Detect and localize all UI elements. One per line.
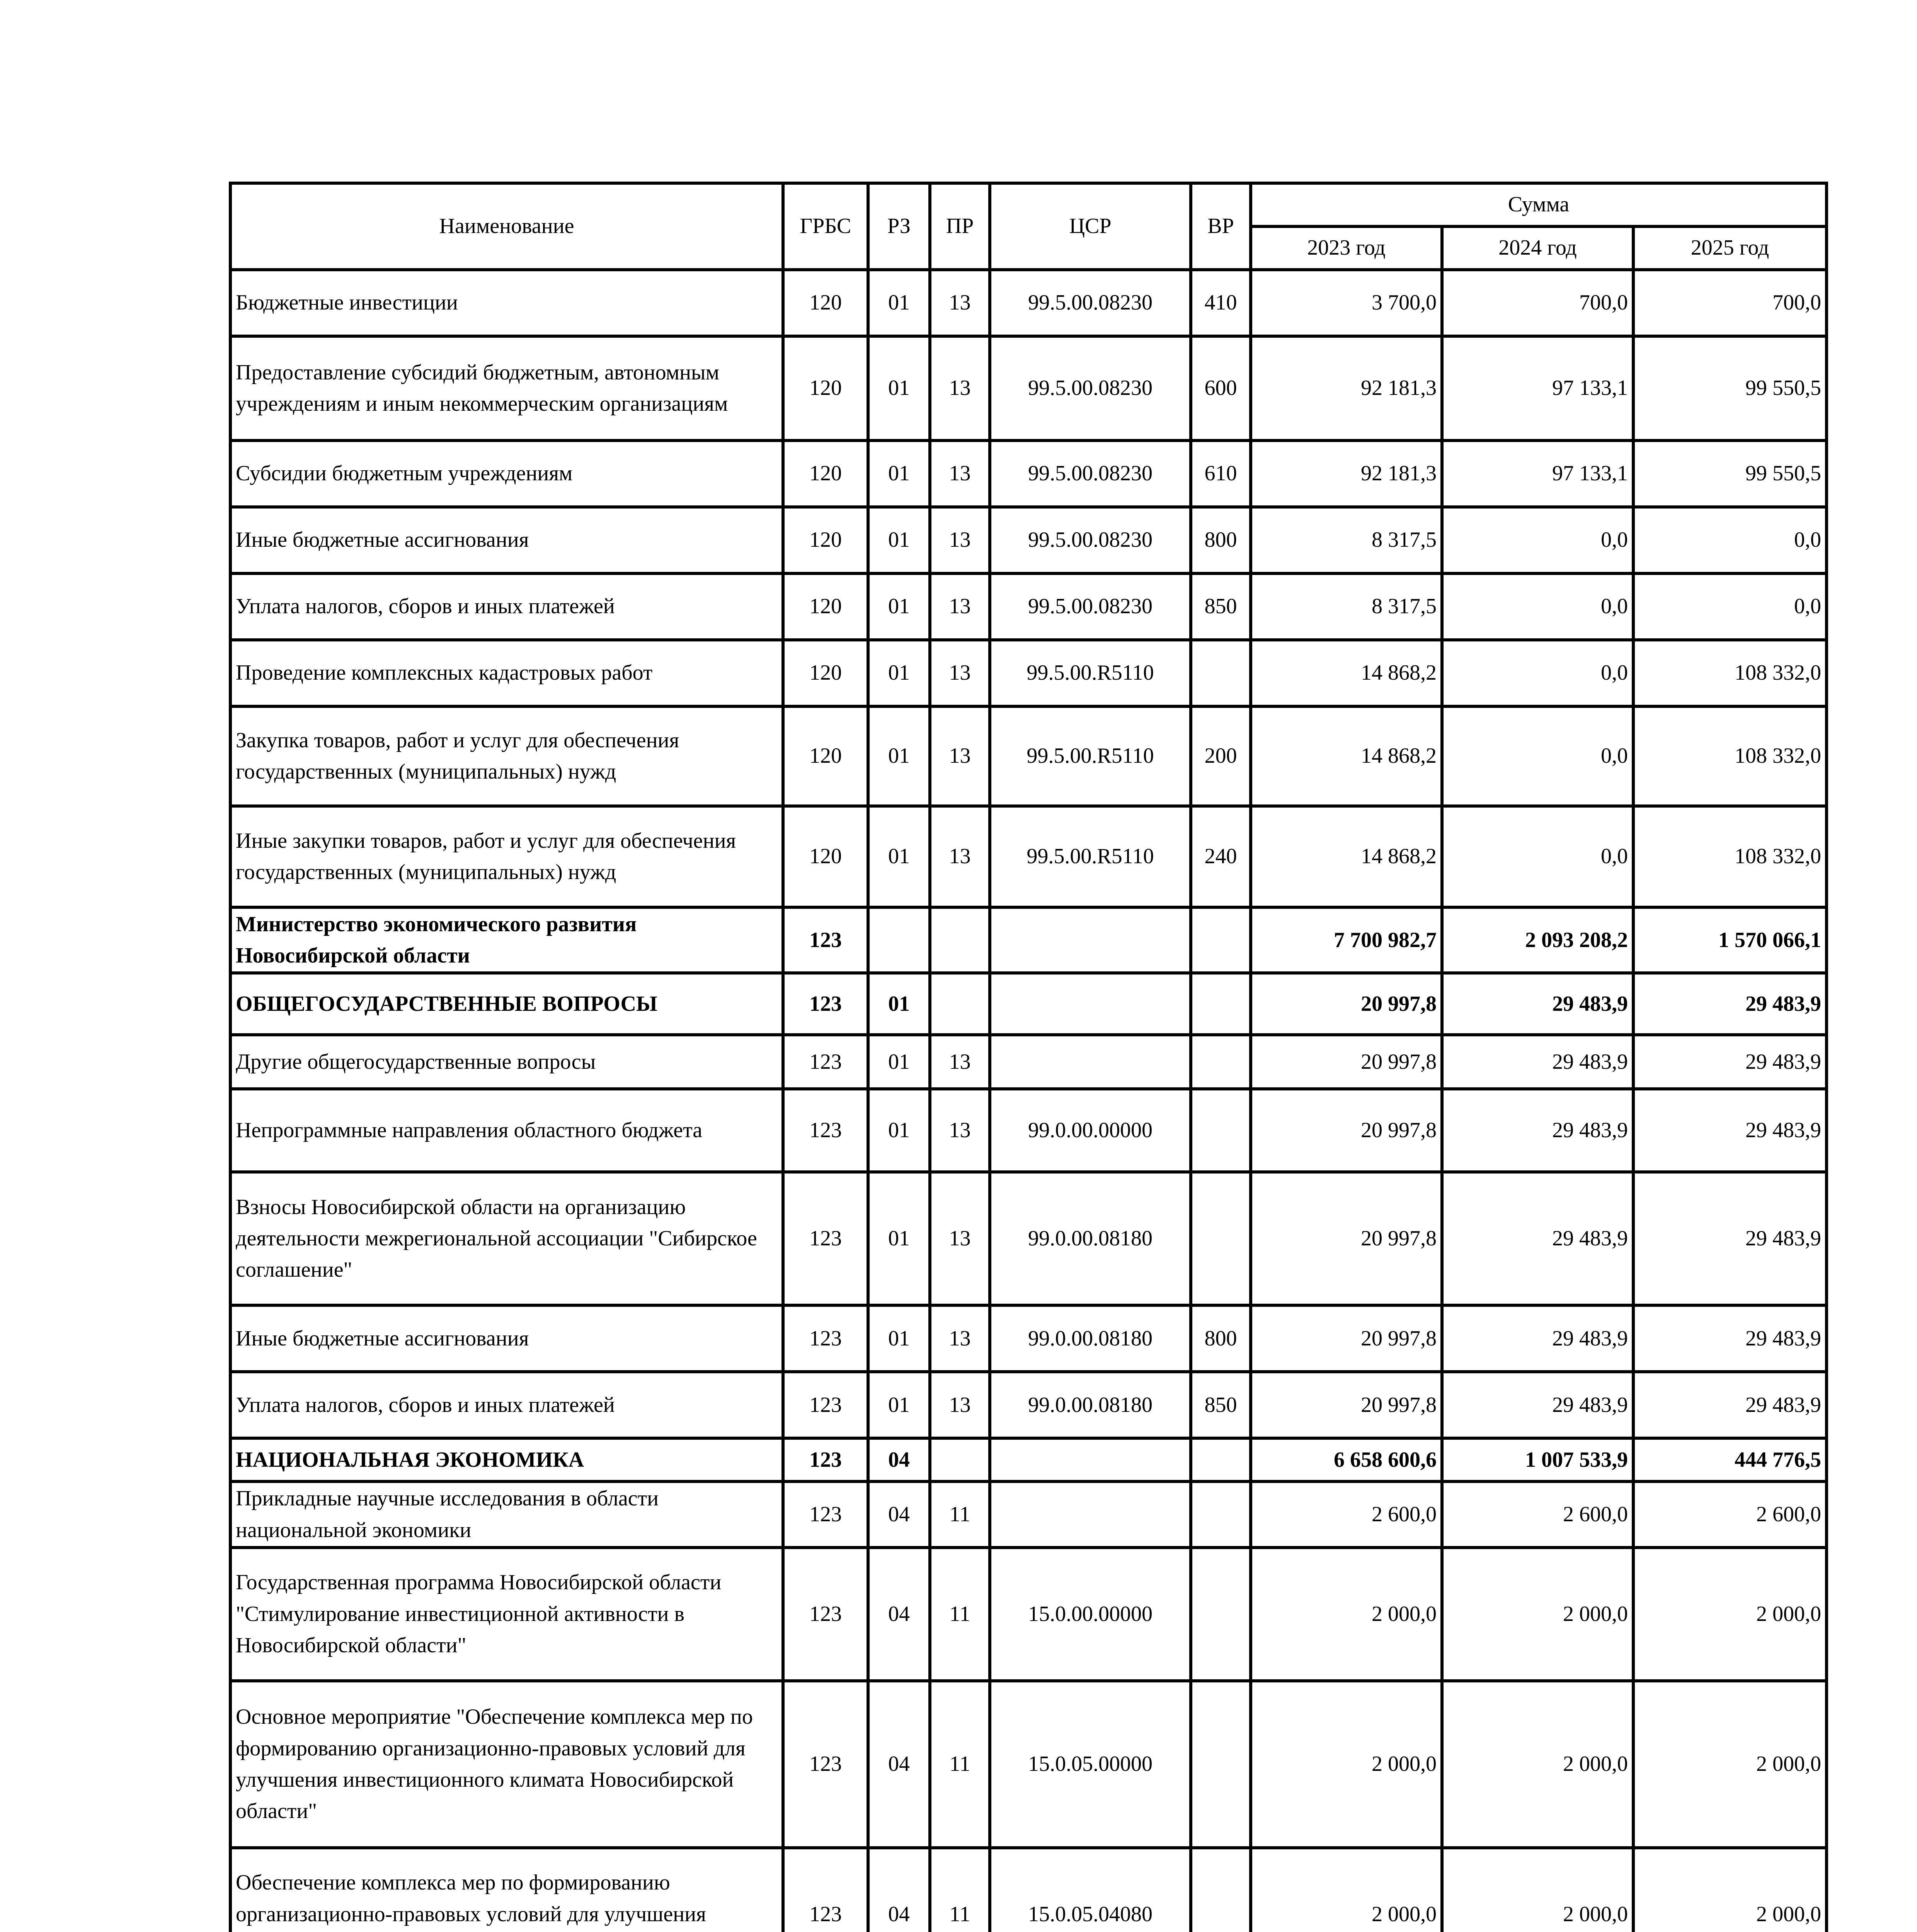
cell-name: Уплата налогов, сборов и иных платежей: [230, 573, 783, 640]
cell-sum-2025: 2 000,0: [1633, 1848, 1827, 1932]
table-row: [230, 1089, 1827, 1172]
table-header: [230, 183, 1827, 270]
cell-vr: [1191, 1172, 1251, 1305]
table-body: [230, 270, 1827, 1932]
cell-sum-2024: 0,0: [1442, 640, 1633, 706]
cell-rz: 01: [868, 640, 930, 706]
table-row: [230, 640, 1827, 706]
cell-rz: 01: [868, 270, 930, 336]
cell-sum-2023: 14 868,2: [1251, 640, 1442, 706]
cell-name: Предоставление субсидий бюджетным, автономным учреждениям и иным некоммерческим организациям: [230, 336, 783, 440]
cell-sum-2023: 92 181,3: [1251, 336, 1442, 440]
cell-csr: 99.5.00.08230: [990, 573, 1191, 640]
cell-rz: 01: [868, 336, 930, 440]
cell-name: Иные закупки товаров, работ и услуг для обеспечения государственных (муниципальных) нужд: [230, 806, 783, 907]
cell-name: НАЦИОНАЛЬНАЯ ЭКОНОМИКА: [230, 1438, 783, 1481]
cell-grbs: 123: [783, 1089, 868, 1172]
header-year-2024: 2024 год: [1442, 226, 1633, 270]
cell-vr: 610: [1191, 440, 1251, 507]
cell-rz: 01: [868, 1372, 930, 1438]
table-row: [230, 1172, 1827, 1305]
header-year-2023: 2023 год: [1251, 226, 1442, 270]
cell-pr: 11: [930, 1481, 990, 1547]
cell-pr: [930, 907, 990, 973]
table-row: [230, 440, 1827, 507]
cell-sum-2023: 20 997,8: [1251, 1372, 1442, 1438]
cell-name: Бюджетные инвестиции: [230, 270, 783, 336]
cell-rz: 04: [868, 1848, 930, 1932]
table-row: [230, 1438, 1827, 1481]
cell-sum-2024: 29 483,9: [1442, 1305, 1633, 1372]
cell-sum-2023: 3 700,0: [1251, 270, 1442, 336]
cell-csr: 99.5.00.R5110: [990, 640, 1191, 706]
table-row: [230, 1548, 1827, 1681]
cell-vr: 240: [1191, 806, 1251, 907]
cell-grbs: 123: [783, 1848, 868, 1932]
cell-csr: 99.0.00.08180: [990, 1305, 1191, 1372]
cell-pr: 11: [930, 1681, 990, 1848]
cell-vr: 850: [1191, 573, 1251, 640]
cell-sum-2024: 0,0: [1442, 806, 1633, 907]
cell-sum-2025: 99 550,5: [1633, 336, 1827, 440]
table-row: [230, 270, 1827, 336]
table-row: [230, 573, 1827, 640]
cell-sum-2024: 29 483,9: [1442, 1089, 1633, 1172]
cell-csr: [990, 973, 1191, 1035]
cell-csr: [990, 1481, 1191, 1547]
cell-vr: [1191, 1438, 1251, 1481]
cell-sum-2023: 20 997,8: [1251, 973, 1442, 1035]
cell-vr: [1191, 1035, 1251, 1089]
cell-pr: 11: [930, 1848, 990, 1932]
cell-rz: 01: [868, 1172, 930, 1305]
table-row: [230, 507, 1827, 573]
cell-pr: 13: [930, 270, 990, 336]
cell-sum-2023: 20 997,8: [1251, 1089, 1442, 1172]
cell-sum-2024: 29 483,9: [1442, 1372, 1633, 1438]
cell-pr: 13: [930, 440, 990, 507]
cell-grbs: 123: [783, 1035, 868, 1089]
cell-sum-2024: 1 007 533,9: [1442, 1438, 1633, 1481]
table-row: [230, 1035, 1827, 1089]
header-sum: Сумма: [1251, 183, 1827, 226]
cell-vr: [1191, 1848, 1251, 1932]
cell-rz: [868, 907, 930, 973]
cell-sum-2024: 97 133,1: [1442, 440, 1633, 507]
cell-pr: 13: [930, 336, 990, 440]
cell-pr: 13: [930, 1035, 990, 1089]
table-row: [230, 907, 1827, 973]
cell-pr: [930, 973, 990, 1035]
cell-sum-2024: 29 483,9: [1442, 1172, 1633, 1305]
cell-name: Государственная программа Новосибирской области "Стимулирование инвестиционной активности в Новосибирской области": [230, 1548, 783, 1681]
cell-sum-2025: 29 483,9: [1633, 1089, 1827, 1172]
cell-grbs: 120: [783, 507, 868, 573]
cell-sum-2023: 14 868,2: [1251, 706, 1442, 806]
cell-pr: 11: [930, 1548, 990, 1681]
cell-sum-2023: 2 600,0: [1251, 1481, 1442, 1547]
table-row: [230, 1848, 1827, 1932]
cell-csr: 99.5.00.08230: [990, 270, 1191, 336]
cell-vr: 600: [1191, 336, 1251, 440]
cell-sum-2023: 2 000,0: [1251, 1681, 1442, 1848]
cell-sum-2025: 29 483,9: [1633, 1305, 1827, 1372]
cell-vr: [1191, 1481, 1251, 1547]
cell-sum-2025: 2 000,0: [1633, 1681, 1827, 1848]
cell-name: Уплата налогов, сборов и иных платежей: [230, 1372, 783, 1438]
cell-sum-2025: 108 332,0: [1633, 806, 1827, 907]
cell-sum-2025: 29 483,9: [1633, 1372, 1827, 1438]
cell-sum-2024: 2 000,0: [1442, 1548, 1633, 1681]
cell-vr: [1191, 1548, 1251, 1681]
cell-grbs: 120: [783, 640, 868, 706]
cell-sum-2025: 108 332,0: [1633, 640, 1827, 706]
cell-pr: 13: [930, 706, 990, 806]
cell-grbs: 123: [783, 1438, 868, 1481]
cell-grbs: 123: [783, 1681, 868, 1848]
cell-vr: 800: [1191, 1305, 1251, 1372]
cell-grbs: 120: [783, 806, 868, 907]
cell-name: Иные бюджетные ассигнования: [230, 1305, 783, 1372]
cell-grbs: 120: [783, 270, 868, 336]
cell-rz: 04: [868, 1481, 930, 1547]
cell-rz: 04: [868, 1438, 930, 1481]
cell-sum-2025: 29 483,9: [1633, 1035, 1827, 1089]
cell-sum-2024: 29 483,9: [1442, 1035, 1633, 1089]
cell-grbs: 120: [783, 440, 868, 507]
cell-grbs: 123: [783, 907, 868, 973]
cell-name: Иные бюджетные ассигнования: [230, 507, 783, 573]
cell-name: Непрограммные направления областного бюджета: [230, 1089, 783, 1172]
cell-name: Прикладные научные исследования в области национальной экономики: [230, 1481, 783, 1547]
cell-sum-2024: 2 000,0: [1442, 1848, 1633, 1932]
cell-grbs: 123: [783, 1305, 868, 1372]
cell-name: ОБЩЕГОСУДАРСТВЕННЫЕ ВОПРОСЫ: [230, 973, 783, 1035]
cell-csr: [990, 907, 1191, 973]
cell-csr: 99.5.00.08230: [990, 507, 1191, 573]
budget-table: [229, 182, 1828, 1932]
table-row: [230, 1305, 1827, 1372]
cell-rz: 01: [868, 1305, 930, 1372]
cell-sum-2025: 29 483,9: [1633, 973, 1827, 1035]
cell-grbs: 123: [783, 1481, 868, 1547]
table-row: [230, 336, 1827, 440]
table-row: [230, 1372, 1827, 1438]
cell-name: Другие общегосударственные вопросы: [230, 1035, 783, 1089]
cell-name: Проведение комплексных кадастровых работ: [230, 640, 783, 706]
cell-csr: 99.0.00.08180: [990, 1172, 1191, 1305]
cell-pr: 13: [930, 1089, 990, 1172]
cell-vr: [1191, 1681, 1251, 1848]
cell-name: Субсидии бюджетным учреждениям: [230, 440, 783, 507]
cell-grbs: 123: [783, 1172, 868, 1305]
cell-vr: [1191, 973, 1251, 1035]
cell-vr: 850: [1191, 1372, 1251, 1438]
cell-sum-2024: 2 600,0: [1442, 1481, 1633, 1547]
cell-sum-2023: 7 700 982,7: [1251, 907, 1442, 973]
cell-vr: 200: [1191, 706, 1251, 806]
cell-pr: 13: [930, 1305, 990, 1372]
cell-sum-2025: 2 600,0: [1633, 1481, 1827, 1547]
cell-name: Закупка товаров, работ и услуг для обеспечения государственных (муниципальных) нужд: [230, 706, 783, 806]
cell-pr: [930, 1438, 990, 1481]
cell-csr: 15.0.05.04080: [990, 1848, 1191, 1932]
cell-rz: 01: [868, 973, 930, 1035]
cell-sum-2025: 1 570 066,1: [1633, 907, 1827, 973]
cell-rz: 01: [868, 573, 930, 640]
table-row: [230, 973, 1827, 1035]
cell-vr: [1191, 907, 1251, 973]
cell-sum-2023: 8 317,5: [1251, 573, 1442, 640]
cell-name: Основное мероприятие "Обеспечение комплекса мер по формированию организационно-правовых условий для улучшения инвестиционного климата Новосибирской области": [230, 1681, 783, 1848]
cell-sum-2023: 92 181,3: [1251, 440, 1442, 507]
header-vr: ВР: [1191, 183, 1251, 270]
cell-grbs: 123: [783, 1548, 868, 1681]
cell-rz: 01: [868, 1035, 930, 1089]
cell-sum-2023: 6 658 600,6: [1251, 1438, 1442, 1481]
cell-pr: 13: [930, 1172, 990, 1305]
cell-sum-2024: 0,0: [1442, 507, 1633, 573]
cell-rz: 01: [868, 1089, 930, 1172]
cell-sum-2024: 0,0: [1442, 706, 1633, 806]
cell-sum-2023: 20 997,8: [1251, 1035, 1442, 1089]
cell-grbs: 123: [783, 1372, 868, 1438]
cell-sum-2025: 108 332,0: [1633, 706, 1827, 806]
cell-sum-2025: 2 000,0: [1633, 1548, 1827, 1681]
cell-sum-2025: 0,0: [1633, 507, 1827, 573]
cell-grbs: 120: [783, 573, 868, 640]
cell-sum-2023: 2 000,0: [1251, 1848, 1442, 1932]
cell-sum-2025: 444 776,5: [1633, 1438, 1827, 1481]
cell-vr: [1191, 640, 1251, 706]
header-name: Наименование: [230, 183, 783, 270]
cell-sum-2023: 20 997,8: [1251, 1172, 1442, 1305]
cell-csr: 15.0.05.00000: [990, 1681, 1191, 1848]
cell-csr: 99.5.00.08230: [990, 336, 1191, 440]
cell-vr: 410: [1191, 270, 1251, 336]
cell-vr: 800: [1191, 507, 1251, 573]
cell-sum-2024: 29 483,9: [1442, 973, 1633, 1035]
cell-grbs: 120: [783, 336, 868, 440]
cell-pr: 13: [930, 573, 990, 640]
cell-rz: 04: [868, 1681, 930, 1848]
cell-rz: 01: [868, 507, 930, 573]
table-row: [230, 1681, 1827, 1848]
cell-sum-2023: 2 000,0: [1251, 1548, 1442, 1681]
cell-sum-2024: 2 000,0: [1442, 1681, 1633, 1848]
cell-sum-2024: 97 133,1: [1442, 336, 1633, 440]
cell-sum-2025: 700,0: [1633, 270, 1827, 336]
cell-grbs: 123: [783, 973, 868, 1035]
cell-name: Взносы Новосибирской области на организацию деятельности межрегиональной ассоциации "Сибирское соглашение": [230, 1172, 783, 1305]
cell-pr: 13: [930, 507, 990, 573]
cell-sum-2024: 700,0: [1442, 270, 1633, 336]
cell-csr: [990, 1438, 1191, 1481]
cell-csr: 99.5.00.08230: [990, 440, 1191, 507]
cell-sum-2023: 20 997,8: [1251, 1305, 1442, 1372]
table-row: [230, 1481, 1827, 1547]
header-csr: ЦСР: [990, 183, 1191, 270]
cell-name: Обеспечение комплекса мер по формированию организационно-правовых условий для улучшения: [230, 1848, 783, 1932]
cell-rz: 01: [868, 706, 930, 806]
cell-sum-2025: 29 483,9: [1633, 1172, 1827, 1305]
header-pr: ПР: [930, 183, 990, 270]
cell-name: Министерство экономического развития Новосибирской области: [230, 907, 783, 973]
cell-sum-2025: 99 550,5: [1633, 440, 1827, 507]
cell-sum-2023: 14 868,2: [1251, 806, 1442, 907]
cell-pr: 13: [930, 640, 990, 706]
cell-sum-2024: 2 093 208,2: [1442, 907, 1633, 973]
cell-csr: [990, 1035, 1191, 1089]
cell-sum-2024: 0,0: [1442, 573, 1633, 640]
header-year-2025: 2025 год: [1633, 226, 1827, 270]
cell-pr: 13: [930, 806, 990, 907]
cell-csr: 99.0.00.00000: [990, 1089, 1191, 1172]
cell-rz: 01: [868, 440, 930, 507]
cell-rz: 01: [868, 806, 930, 907]
cell-csr: 15.0.00.00000: [990, 1548, 1191, 1681]
cell-vr: [1191, 1089, 1251, 1172]
cell-pr: 13: [930, 1372, 990, 1438]
cell-csr: 99.5.00.R5110: [990, 706, 1191, 806]
cell-rz: 04: [868, 1548, 930, 1681]
cell-grbs: 120: [783, 706, 868, 806]
header-grbs: ГРБС: [783, 183, 868, 270]
cell-sum-2023: 8 317,5: [1251, 507, 1442, 573]
cell-csr: 99.5.00.R5110: [990, 806, 1191, 907]
cell-csr: 99.0.00.08180: [990, 1372, 1191, 1438]
cell-sum-2025: 0,0: [1633, 573, 1827, 640]
table-row: [230, 706, 1827, 806]
header-rz: РЗ: [868, 183, 930, 270]
table-row: [230, 806, 1827, 907]
